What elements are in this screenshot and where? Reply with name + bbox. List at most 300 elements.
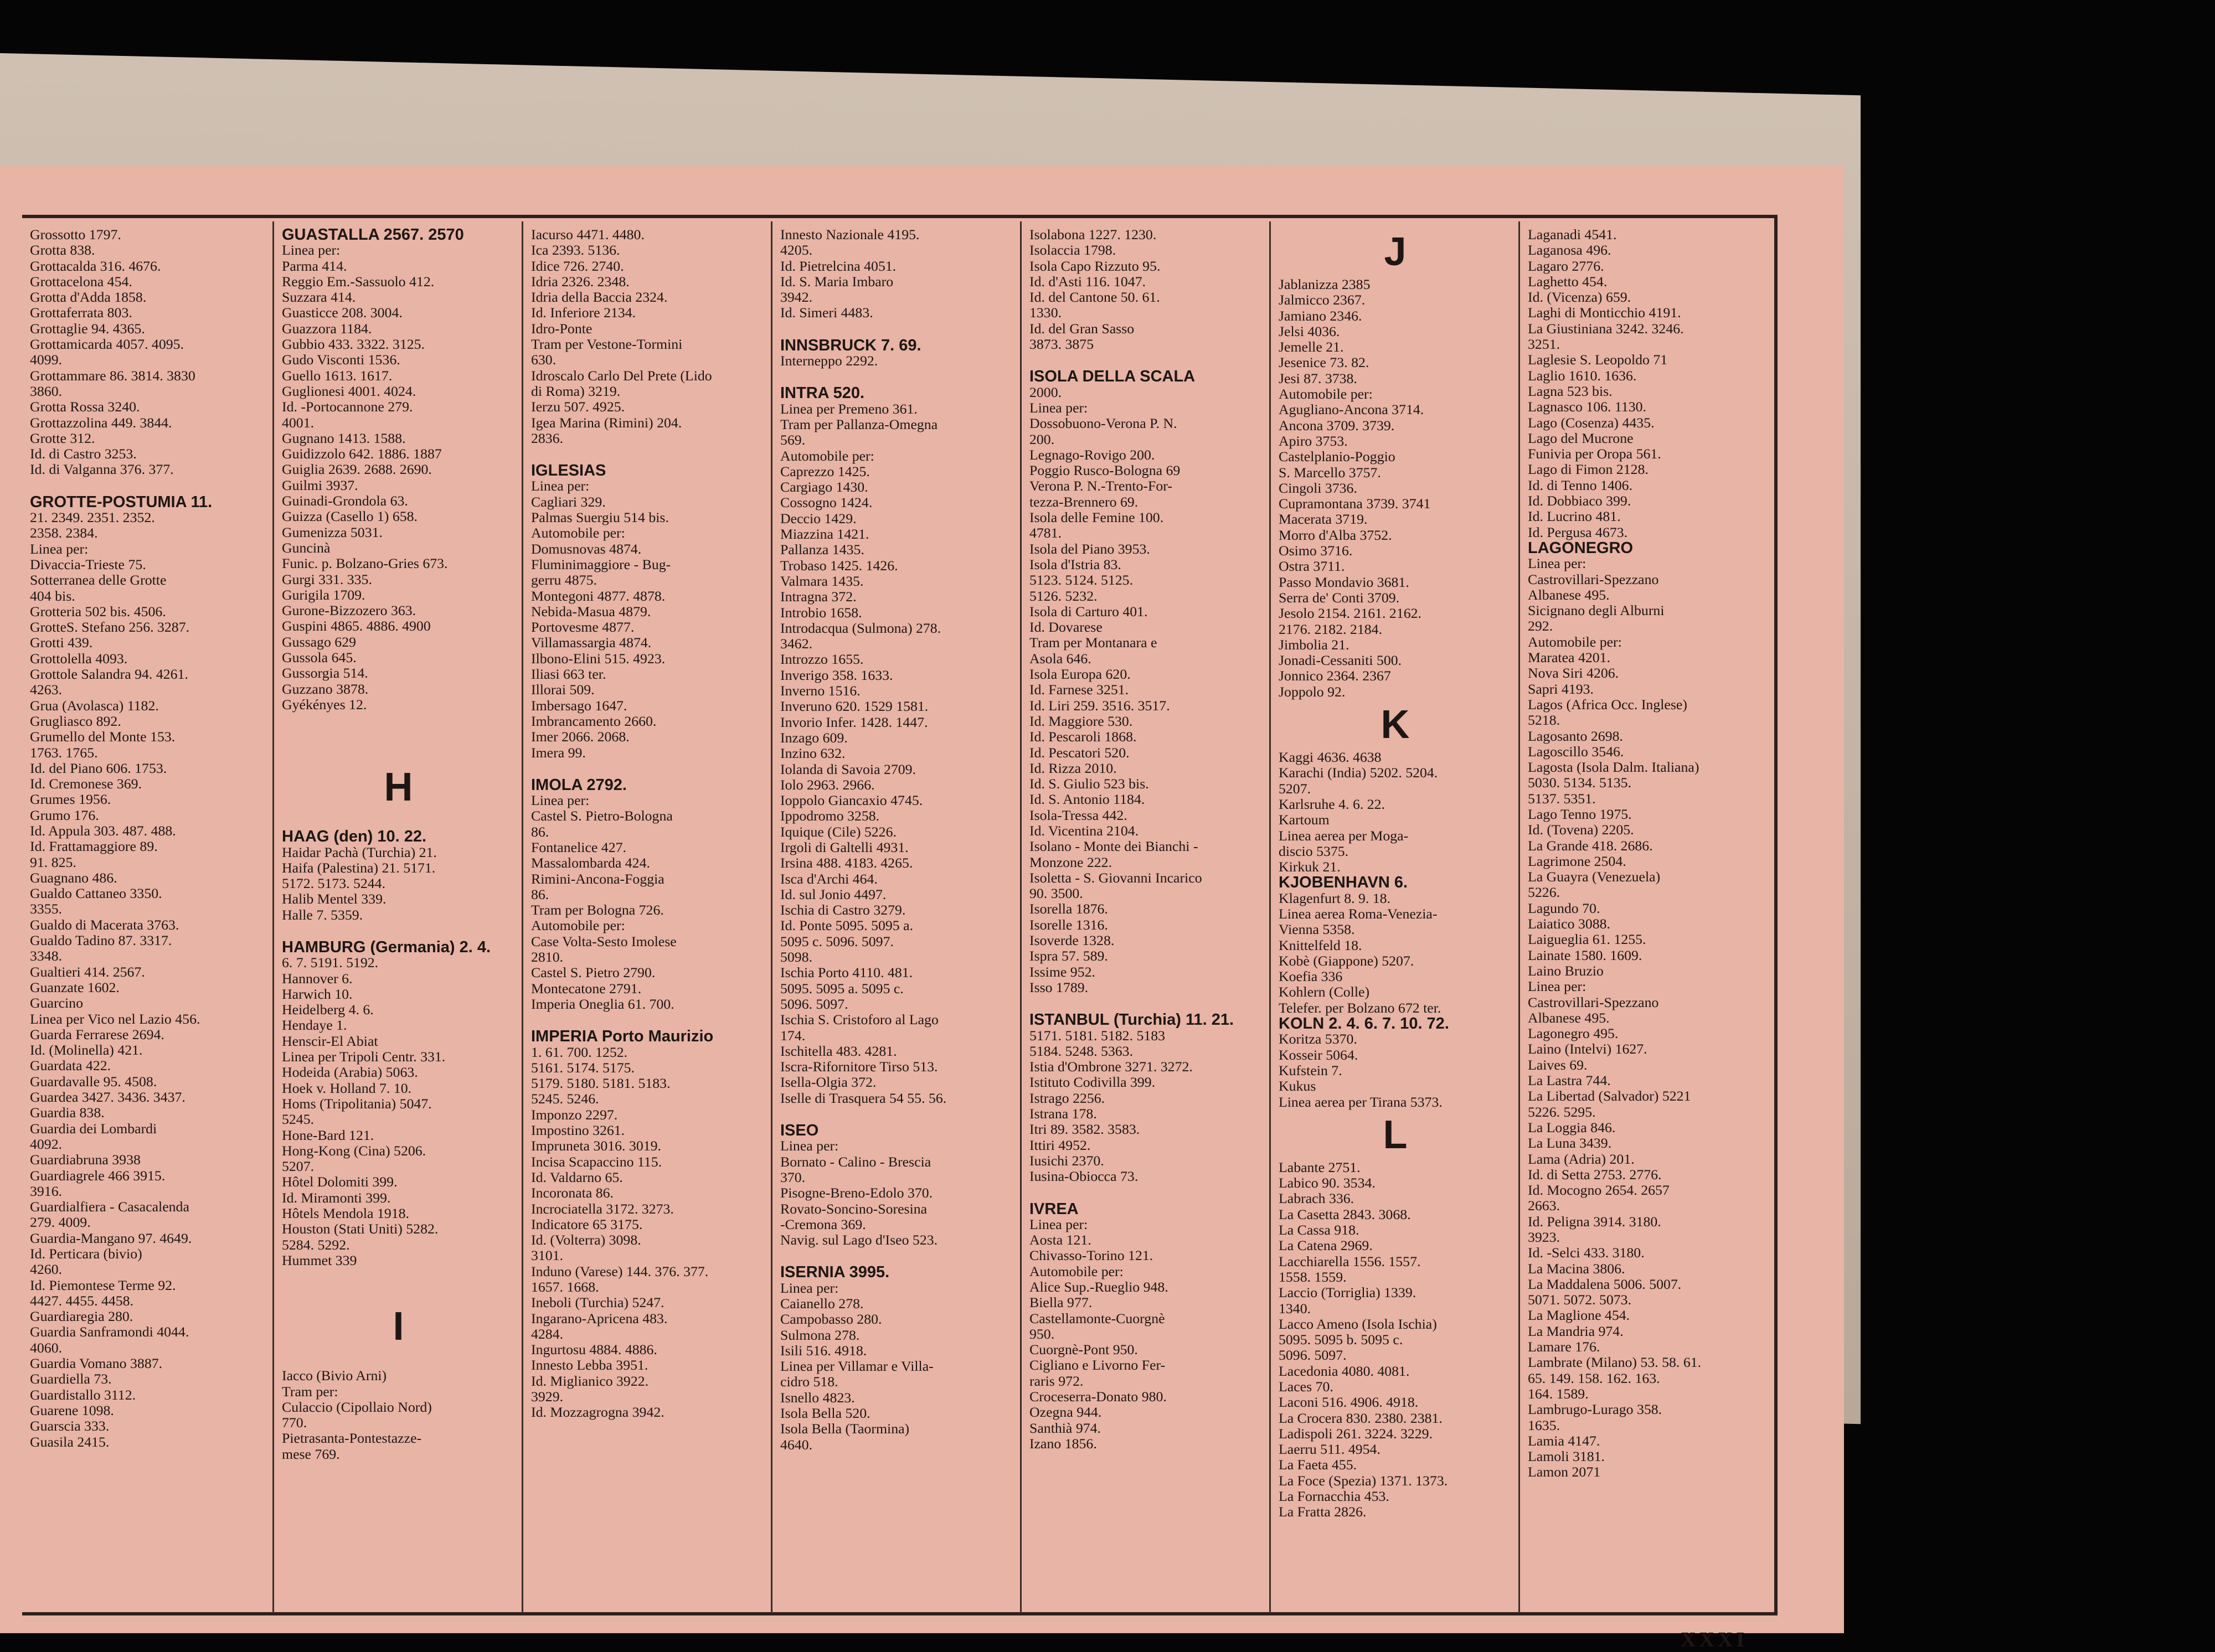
directory-entry: Id. sul Jonio 4497. (780, 886, 887, 902)
directory-entry: 5218. (1528, 713, 1560, 729)
directory-entry: Cupramontana 3739. 3741 (1279, 496, 1431, 512)
directory-entry: Tram per Bologna 726. (531, 902, 664, 918)
directory-entry: Kaggi 4636. 4638 (1279, 750, 1382, 766)
directory-entry: Gumenizza 5031. (282, 524, 383, 540)
directory-entry: Castellamonte-Cuorgnè (1029, 1310, 1165, 1326)
directory-entry: Incoronata 86. (531, 1185, 614, 1201)
directory-entry: Inveruno 620. 1529 1581. (780, 699, 929, 715)
directory-entry: Serra de' Conti 3709. (1279, 590, 1400, 606)
directory-entry: Imperia Oneglia 61. 700. (531, 996, 674, 1012)
directory-entry: 630. (531, 352, 557, 368)
directory-entry: 3916. (30, 1183, 63, 1199)
entry-heading: KOLN 2. 4. 6. 7. 10. 72. (1279, 1016, 1449, 1032)
directory-entry: Guardia dei Lombardi (30, 1121, 157, 1137)
directory-entry: 5095. 5095 b. 5095 c. (1279, 1332, 1403, 1348)
directory-entry: Lacedonia 4080. 4081. (1279, 1363, 1410, 1379)
directory-entry: 3348. (30, 948, 63, 964)
directory-entry: Pallanza 1435. (780, 542, 864, 558)
directory-entry: Laccio (Torriglia) 1339. (1279, 1285, 1416, 1301)
directory-entry: Linea per: (531, 478, 590, 494)
directory-entry: La Mandria 974. (1528, 1323, 1624, 1339)
directory-entry: Maratea 4201. (1528, 650, 1610, 666)
directory-entry: Grottacelona 454. (30, 273, 132, 290)
directory-entry: Guardialfiera - Casacalenda (30, 1199, 189, 1215)
directory-entry: Laigueglia 61. 1255. (1528, 932, 1646, 948)
directory-entry: 2810. (531, 949, 564, 966)
directory-entry: Castrovillari-Spezzano (1528, 994, 1659, 1010)
directory-entry: Isso 1789. (1029, 979, 1089, 995)
directory-entry: Koefia 336 (1279, 969, 1343, 985)
directory-entry: 3355. (30, 901, 63, 917)
directory-entry: Haidar Pachà (Turchia) 21. (282, 844, 437, 860)
directory-entry: Hannover 6. (282, 970, 353, 987)
entry-heading: LAGONEGRO (1528, 540, 1634, 556)
directory-entry: Id. Peligna 3914. 3180. (1528, 1214, 1661, 1230)
directory-entry: Lainate 1580. 1609. (1528, 947, 1642, 963)
directory-entry: 1340. (1279, 1300, 1311, 1317)
directory-entry: Castel S. Pietro 2790. (531, 965, 656, 981)
entry-heading: ISERNIA 3995. (780, 1264, 890, 1281)
directory-entry: Igea Marina (Rimini) 204. (531, 415, 682, 431)
directory-entry: Guncinà (282, 540, 331, 556)
directory-entry: Sulmona 278. (780, 1327, 860, 1343)
directory-entry: Linea per: (282, 242, 341, 259)
spacer (780, 1106, 1013, 1123)
directory-entry: Guanzate 1602. (30, 979, 120, 995)
directory-entry: Id. (Molinella) 421. (30, 1042, 143, 1059)
directory-entry: Impostino 3261. (531, 1123, 625, 1139)
directory-entry: Hoek v. Holland 7. 10. (282, 1080, 412, 1096)
directory-entry: Id. del Piano 606. 1753. (30, 760, 167, 776)
directory-entry: Ingarano-Apricena 483. (531, 1310, 668, 1326)
directory-entry: Guspini 4865. 4886. 4900 (282, 618, 431, 634)
directory-entry: La Grande 418. 2686. (1528, 838, 1653, 854)
directory-entry: Izano 1856. (1029, 1436, 1097, 1452)
directory-entry: S. Marcello 3757. (1279, 464, 1381, 481)
directory-entry: Iacco (Bivio Arni) (282, 1368, 387, 1384)
directory-entry: Grua (Avolasca) 1182. (30, 698, 159, 714)
directory-entry: 4640. (780, 1437, 813, 1453)
directory-entry: 3462. (780, 636, 813, 652)
directory-entry: Introbio 1658. (780, 605, 862, 621)
directory-entry: 86. (531, 886, 549, 902)
directory-entry: Lagosanto 2698. (1528, 728, 1623, 744)
directory-entry: Sotterranea delle Grotte (30, 572, 167, 588)
directory-entry: Guardiaregia 280. (30, 1309, 133, 1325)
directory-entry: Grottaferrata 803. (30, 305, 132, 321)
directory-entry: Funic. p. Bolzano-Gries 673. (282, 556, 448, 572)
directory-entry: Automobile per: (780, 448, 874, 464)
directory-entry: 4092. (30, 1136, 63, 1152)
section-letter: I (393, 1304, 404, 1349)
directory-entry: Poggio Rusco-Bologna 69 (1029, 463, 1181, 479)
directory-entry: Ingurtosu 4884. 4886. (531, 1342, 657, 1358)
directory-entry: Innesto Nazionale 4195. (780, 227, 920, 242)
directory-entry: GrotteS. Stefano 256. 3287. (30, 620, 190, 636)
directory-entry: Inverno 1516. (780, 683, 861, 699)
directory-entry: Imponzo 2297. (531, 1107, 618, 1123)
directory-entry: Lamon 2071 (1528, 1464, 1601, 1480)
directory-entry: Cossogno 1424. (780, 495, 873, 511)
directory-entry: Isola di Carturo 401. (1029, 603, 1148, 620)
directory-entry: Idro-Ponte (531, 321, 593, 337)
directory-column-5 (1022, 221, 1271, 1613)
directory-column-1 (22, 221, 274, 1613)
directory-entry: Id. Simeri 4483. (780, 305, 873, 321)
directory-entry: Kukus (1279, 1078, 1316, 1095)
directory-entry: Gualdo di Macerata 3763. (30, 917, 179, 933)
directory-entry: Grotte 312. (30, 430, 95, 446)
directory-entry: Jonadi-Cessaniti 500. (1279, 653, 1402, 669)
directory-entry: Hong-Kong (Cina) 5206. (282, 1143, 426, 1159)
directory-entry: Lagnasco 106. 1130. (1528, 399, 1646, 415)
directory-column-6 (1271, 221, 1520, 1613)
directory-entry: La Giustiniana 3242. 3246. (1528, 321, 1684, 337)
directory-entry: Ica 2393. 5136. (531, 242, 620, 259)
directory-entry: Imbersago 1647. (531, 698, 627, 714)
directory-entry: Laino Bruzio (1528, 963, 1604, 979)
directory-entry: Id. S. Maria Imbaro (780, 273, 894, 290)
directory-entry: 4260. (30, 1262, 63, 1278)
directory-entry: Introzzo 1655. (780, 652, 864, 668)
directory-entry: Illorai 509. (531, 682, 595, 698)
directory-entry: Ischia di Castro 3279. (780, 902, 906, 918)
directory-entry: Trobaso 1425. 1426. (780, 557, 898, 574)
directory-entry: La Catena 2969. (1279, 1238, 1373, 1254)
directory-entry: Lago Tenno 1975. (1528, 806, 1632, 822)
directory-entry: Isoverde 1328. (1029, 933, 1115, 949)
directory-entry: -Cremona 369. (780, 1216, 866, 1232)
directory-entry: di Roma) 3219. (531, 383, 621, 399)
directory-entry: Laces 70. (1279, 1379, 1333, 1395)
spacer (780, 321, 1013, 338)
spacer (531, 446, 764, 463)
directory-entry: Laghetto 454. (1528, 273, 1608, 290)
directory-entry: Inzago 609. (780, 730, 848, 746)
directory-entry: Id. Lucrino 481. (1528, 509, 1621, 525)
directory-entry: Id. Valdarno 65. (531, 1169, 623, 1185)
entry-heading: IVREA (1029, 1201, 1079, 1217)
directory-entry: Id. di Valganna 376. 377. (30, 462, 174, 478)
directory-entry: 1. 61. 700. 1252. (531, 1044, 628, 1060)
directory-entry: Joppolo 92. (1279, 684, 1346, 700)
directory-entry: Linea per Villamar e Villa- (780, 1359, 934, 1375)
directory-entry: Imera 99. (531, 745, 586, 761)
directory-entry: Grottacalda 316. 4676. (30, 258, 161, 274)
directory-entry: Laghi di Monticchio 4191. (1528, 305, 1681, 321)
directory-entry: 2176. 2182. 2184. (1279, 621, 1383, 637)
directory-entry: Cingoli 3736. (1279, 480, 1357, 496)
directory-entry: Linea aerea per Moga- (1279, 828, 1409, 844)
directory-entry: Campobasso 280. (780, 1312, 882, 1328)
directory-entry: Laconi 516. 4906. 4918. (1279, 1395, 1419, 1411)
directory-entry: Culaccio (Cipollaio Nord) (282, 1399, 432, 1415)
directory-entry: Guardiagrele 466 3915. (30, 1168, 166, 1184)
directory-entry: 5137. 5351. (1528, 791, 1596, 807)
directory-entry: Istrana 178. (1029, 1106, 1097, 1122)
directory-entry: 5126. 5232. (1029, 588, 1098, 604)
spacer (780, 369, 1013, 385)
directory-entry: 5095. 5095 a. 5095 c. (780, 980, 904, 997)
directory-entry: Gugnano 1413. 1588. (282, 430, 406, 446)
directory-entry: Linea per: (1528, 556, 1586, 572)
directory-entry: Itri 89. 3582. 3583. (1029, 1122, 1140, 1138)
directory-entry: Guardiabruna 3938 (30, 1152, 141, 1168)
directory-entry: Dossobuono-Verona P. N. (1029, 416, 1177, 432)
directory-entry: Id. Mozzagrogna 3942. (531, 1405, 664, 1421)
directory-entry: Castelplanio-Poggio (1279, 449, 1395, 465)
directory-entry: 5071. 5072. 5073. (1528, 1292, 1632, 1308)
directory-entry: Isola Bella 520. (780, 1406, 870, 1422)
directory-entry: Id. Pescaroli 1868. (1029, 729, 1137, 745)
directory-entry: Idice 726. 2740. (531, 258, 624, 274)
directory-entry: La Maglione 454. (1528, 1308, 1630, 1324)
directory-entry: 4781. (1029, 525, 1062, 541)
directory-entry: Hummet 339 (282, 1252, 357, 1268)
directory-entry: Isella-Olgia 372. (780, 1075, 877, 1091)
directory-entry: Grotti 439. (30, 635, 93, 651)
directory-entry: Intragna 372. (780, 589, 857, 605)
directory-entry: Automobile per: (1029, 1263, 1124, 1279)
directory-entry: 21. 2349. 2351. 2352. (30, 510, 155, 526)
spacer (531, 1012, 764, 1029)
directory-entry: Id. Mocogno 2654. 2657 (1528, 1183, 1670, 1199)
entry-heading: HAAG (den) 10. 22. (282, 829, 427, 845)
directory-entry: Laglio 1610. 1636. (1528, 368, 1637, 384)
directory-entry: Karachi (India) 5202. 5204. (1279, 765, 1438, 781)
directory-entry: 90. 3500. (1029, 886, 1083, 902)
directory-entry: Linea per Vico nel Lazio 456. (30, 1011, 200, 1027)
directory-entry: Isorelle 1316. (1029, 917, 1108, 933)
directory-entry: Inverigo 358. 1633. (780, 667, 893, 683)
directory-column-2 (274, 221, 523, 1613)
directory-entry: Automobile per: (531, 525, 625, 541)
directory-entry: Lagrimone 2504. (1528, 853, 1626, 869)
directory-entry: Hendaye 1. (282, 1018, 347, 1034)
directory-entry: La Fratta 2826. (1279, 1504, 1367, 1520)
directory-entry: Linea per Tripoli Centr. 331. (282, 1049, 446, 1065)
directory-entry: Pietrasanta-Pontestazze- (282, 1431, 422, 1447)
directory-entry: Iscra-Rifornitore Tirso 513. (780, 1059, 938, 1075)
spacer (1029, 352, 1263, 369)
directory-entry: Fluminimaggiore - Bug- (531, 556, 671, 572)
entry-heading: GUASTALLA 2567. 2570 (282, 227, 464, 243)
directory-entry: Id. Pergusa 4673. (1528, 524, 1628, 540)
directory-entry: Jesenice 73. 82. (1279, 355, 1369, 371)
directory-entry: Isola Europa 620. (1029, 667, 1131, 683)
directory-entry: Guardiella 73. (30, 1371, 112, 1387)
entry-heading: INNSBRUCK 7. 69. (780, 337, 921, 354)
directory-entry: Gyékényes 12. (282, 696, 367, 713)
directory-entry: Aosta 121. (1029, 1232, 1091, 1248)
directory-entry: 770. (282, 1415, 307, 1431)
directory-entry: Guinadi-Grondola 63. (282, 493, 408, 509)
directory-entry: Heidelberg 4. 6. (282, 1002, 374, 1018)
directory-column-3 (523, 221, 772, 1613)
directory-column-7 (1520, 221, 1775, 1613)
directory-entry: Croceserra-Donato 980. (1029, 1389, 1167, 1405)
page-number: XXXI (1681, 1628, 1748, 1651)
spacer (282, 729, 515, 746)
directory-entry: 950. (1029, 1326, 1055, 1342)
entry-heading: ISEO (780, 1123, 819, 1139)
directory-entry: Linea per: (30, 541, 89, 557)
directory-entry: Id. (Vicenza) 659. (1528, 290, 1631, 306)
directory-entry: Deccio 1429. (780, 510, 857, 526)
directory-entry: Id. Inferiore 2134. (531, 305, 636, 321)
directory-entry: La Cassa 918. (1279, 1222, 1359, 1238)
directory-entry: Navig. sul Lago d'Iseo 523. (780, 1232, 938, 1248)
directory-entry: Id. -Portocannone 279. (282, 399, 413, 415)
directory-entry: Rimini-Ancona-Foggia (531, 871, 664, 887)
directory-entry: Osimo 3716. (1279, 543, 1353, 559)
directory-entry: La Guayra (Venezuela) (1528, 869, 1661, 885)
directory-entry: Laives 69. (1528, 1057, 1588, 1073)
directory-entry: Gurgi 331. 335. (282, 571, 372, 587)
directory-entry: Guello 1613. 1617. (282, 368, 393, 384)
directory-entry: Suzzara 414. (282, 290, 356, 306)
directory-entry: Portovesme 4877. (531, 620, 635, 636)
directory-entry: 4099. (30, 352, 63, 368)
directory-entry: Monzone 222. (1029, 854, 1112, 870)
directory-entry: Iquique (Cile) 5226. (780, 824, 897, 840)
directory-entry: 5184. 5248. 5363. (1029, 1043, 1134, 1059)
directory-entry: 5226. 5295. (1528, 1104, 1596, 1120)
directory-entry: Lamoli 3181. (1528, 1449, 1605, 1465)
spacer (1029, 1185, 1263, 1201)
directory-entry: Isola del Piano 3953. (1029, 541, 1150, 557)
directory-entry: Ladispoli 261. 3224. 3229. (1279, 1426, 1433, 1442)
directory-entry: Incisa Scapaccino 115. (531, 1154, 662, 1170)
directory-entry: Montecatone 2791. (531, 980, 642, 997)
directory-entry: Isolabona 1227. 1230. (1029, 227, 1157, 242)
directory-entry: Tram per Pallanza-Omegna (780, 416, 938, 432)
directory-entry: Ischia Porto 4110. 481. (780, 965, 913, 981)
directory-entry: Karlsruhe 4. 6. 22. (1279, 796, 1385, 812)
directory-entry: Biella 977. (1029, 1295, 1093, 1311)
directory-entry: Grumo 176. (30, 807, 99, 823)
directory-entry: Id. Miglianico 3922. (531, 1373, 649, 1389)
directory-entry: Istia d'Ombrone 3271. 3272. (1029, 1059, 1193, 1075)
directory-entry: Isolano - Monte dei Bianchi - (1029, 839, 1198, 855)
directory-entry: Hôtel Dolomiti 399. (282, 1174, 398, 1190)
directory-entry: Guardia Sanframondi 4044. (30, 1324, 189, 1340)
directory-entry: 1763. 1765. (30, 745, 98, 761)
directory-entry: Alice Sup.-Rueglio 948. (1029, 1279, 1168, 1295)
directory-entry: Montegoni 4877. 4878. (531, 588, 666, 604)
directory-entry: Laiatico 3088. (1528, 916, 1610, 932)
directory-entry: Laganadi 4541. (1528, 227, 1617, 242)
directory-entry: Isnello 4823. (780, 1390, 855, 1406)
directory-entry: 5171. 5181. 5182. 5183 (1029, 1028, 1166, 1044)
section-letter: K (1380, 703, 1410, 747)
directory-entry: Linea aerea Roma-Venezia- (1279, 906, 1438, 922)
directory-entry: Issime 952. (1029, 964, 1095, 980)
directory-entry: Lago di Fimon 2128. (1528, 462, 1649, 478)
directory-entry: Idroscalo Carlo Del Prete (Lido (531, 368, 712, 384)
directory-entry: Id. Maggiore 530. (1029, 713, 1133, 729)
directory-entry: Kartoum (1279, 812, 1330, 828)
directory-entry: La Luna 3439. (1528, 1135, 1612, 1152)
directory-entry: Reggio Em.-Sassuolo 412. (282, 273, 435, 290)
directory-entry: Laino (Intelvi) 1627. (1528, 1041, 1647, 1057)
directory-entry: Halle 7. 5359. (282, 907, 363, 923)
directory-entry: Guilmi 3937. (282, 477, 358, 493)
directory-entry: Sapri 4193. (1528, 681, 1594, 697)
directory-entry: Id. (Tovena) 2205. (1528, 822, 1634, 838)
directory-entry: Chivasso-Torino 121. (1029, 1248, 1153, 1264)
directory-entry: Morro d'Alba 3752. (1279, 527, 1392, 543)
directory-entry: Jemelle 21. (1279, 339, 1344, 355)
directory-entry: Linea per Premeno 361. (780, 401, 918, 417)
directory-entry: mese 769. (282, 1446, 340, 1462)
directory-entry: 5161. 5174. 5175. (531, 1060, 635, 1076)
entry-heading: HAMBURG (Germania) 2. 4. (282, 939, 491, 956)
directory-entry: Induno (Varese) 144. 376. 377. (531, 1263, 709, 1279)
directory-entry: 3860. (30, 383, 63, 399)
directory-entry: Jesolo 2154. 2161. 2162. (1279, 606, 1421, 622)
directory-entry: Lagna 523 bis. (1528, 383, 1613, 399)
directory-entry: Lago (Cosenza) 4435. (1528, 415, 1655, 431)
directory-entry: Imbrancamento 2660. (531, 713, 657, 729)
spacer (780, 1248, 1013, 1264)
directory-entry: Grossotto 1797. (30, 227, 121, 242)
directory-entry: Cuorgnè-Pont 950. (1029, 1342, 1138, 1358)
directory-entry: Cagliari 329. (531, 494, 606, 510)
directory-entry: Grumello del Monte 153. (30, 729, 176, 745)
spacer (531, 761, 764, 777)
directory-entry: Idria 2326. 2348. (531, 273, 630, 290)
directory-entry: Cigliano e Livorno Fer- (1029, 1357, 1166, 1374)
directory-entry: 86. (531, 824, 549, 840)
directory-entry: Impruneta 3016. 3019. (531, 1138, 661, 1154)
directory-entry: Automobile per: (1528, 634, 1622, 650)
directory-entry: 279. 4009. (30, 1215, 91, 1231)
directory-entry: Id. S. Giulio 523 bis. (1029, 776, 1149, 792)
directory-entry: Isoletta - S. Giovanni Incarico (1029, 870, 1202, 886)
directory-entry: Miazzina 1421. (780, 526, 869, 543)
directory-entry: Lagundo 70. (1528, 900, 1600, 916)
directory-entry: Divaccia-Trieste 75. (30, 556, 146, 572)
directory-entry: Jablanizza 2385 (1279, 277, 1371, 292)
directory-entry: Guarcino (30, 995, 83, 1011)
directory-entry: Grumes 1956. (30, 792, 111, 808)
directory-entry: Guarda Ferrarese 2694. (30, 1026, 164, 1042)
directory-entry: Ozegna 944. (1029, 1405, 1102, 1421)
directory-entry: La Faeta 455. (1279, 1457, 1357, 1473)
directory-entry: Automobile per: (1279, 386, 1373, 402)
directory-entry: Guardia 838. (30, 1105, 105, 1121)
directory-entry: Lagaro 2776. (1528, 258, 1604, 274)
directory-entry: Iolanda di Savoia 2709. (780, 761, 916, 777)
directory-entry: Id. -Selci 433. 3180. (1528, 1245, 1645, 1261)
directory-entry: Guasticce 208. 3004. (282, 305, 403, 321)
directory-entry: Guardea 3427. 3436. 3437. (30, 1090, 186, 1106)
directory-entry: Harwich 10. (282, 986, 353, 1002)
directory-entry: Id. Dovarese (1029, 620, 1103, 636)
directory-entry: Tram per Montanara e (1029, 635, 1157, 651)
directory-entry: Ostra 3711. (1279, 559, 1345, 575)
directory-entry: Funivia per Oropa 561. (1528, 446, 1661, 462)
directory-entry: Grotta d'Adda 1858. (30, 290, 147, 306)
directory-entry: Guasila 2415. (30, 1434, 110, 1450)
directory-entry: Houston (Stati Uniti) 5282. (282, 1221, 439, 1237)
entry-heading: IMOLA 2792. (531, 777, 627, 793)
directory-entry: Grottammare 86. 3814. 3830 (30, 368, 195, 384)
directory-entry: Guagnano 486. (30, 870, 117, 886)
directory-entry: Laglesie S. Leopoldo 71 (1528, 352, 1668, 368)
directory-entry: Ispra 57. 589. (1029, 948, 1108, 964)
